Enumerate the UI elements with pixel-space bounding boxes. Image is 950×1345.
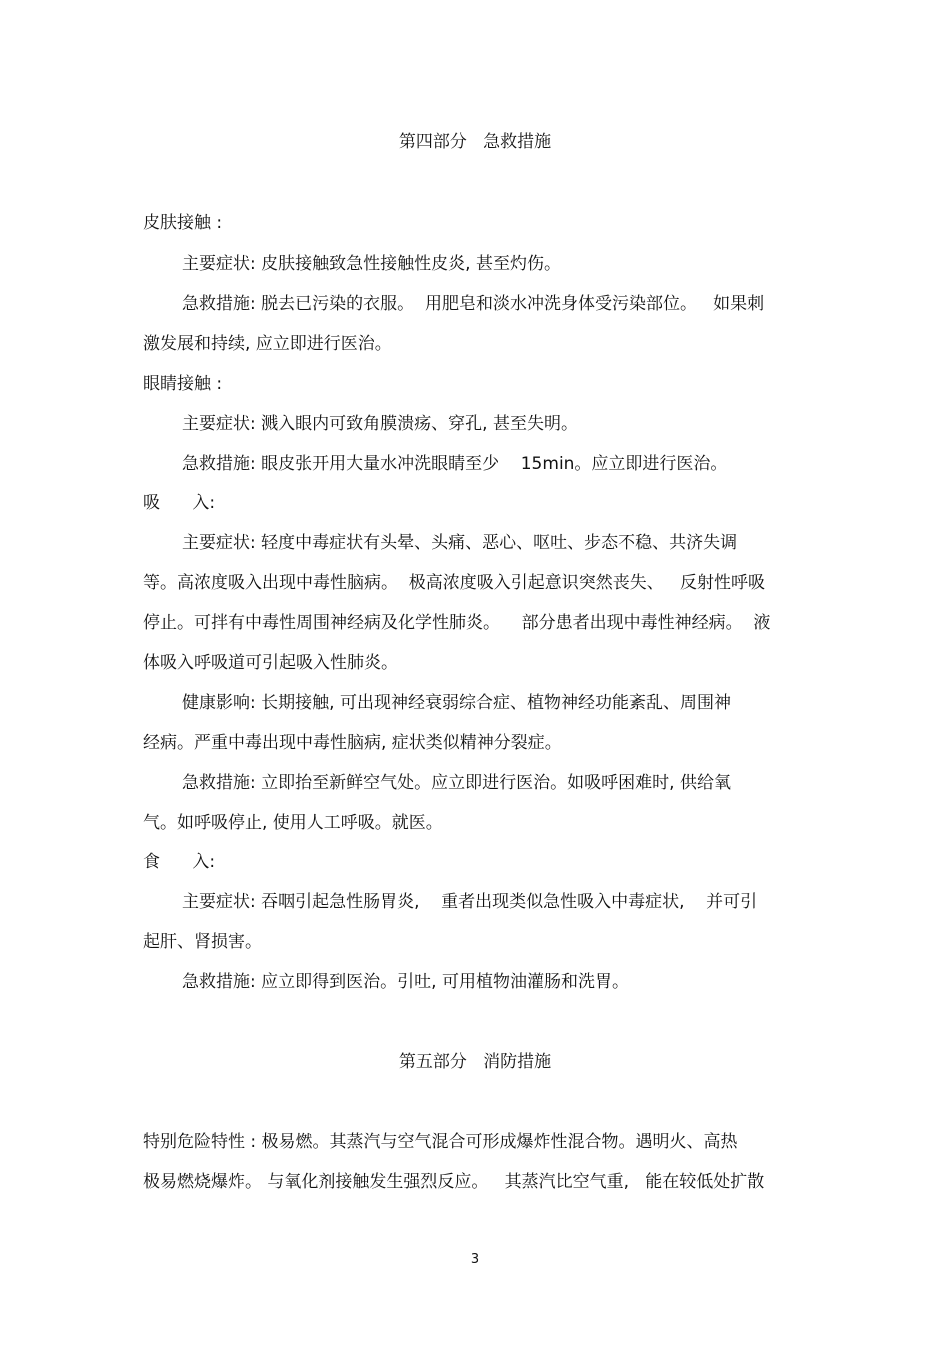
special-hazards-cont: 极易燃烧爆炸。 与氧化剂接触发生强烈反应。 其蒸汽比空气重, 能在较低处扩散 <box>143 1172 765 1192</box>
section5-heading: 第五部分 消防措施 <box>398 1052 552 1072</box>
eye-contact-label: 眼睛接触 : <box>143 374 223 394</box>
skin-first-aid-cont: 激发展和持续, 应立即进行医治。 <box>143 334 392 354</box>
inhalation-symptoms-cont: 等。高浓度吸入出现中毒性脑病。 极高浓度吸入引起意识突然丧失、 反射性呼吸 <box>143 573 766 593</box>
ingestion-label: 食 入: <box>143 852 216 872</box>
inhalation-label: 吸 入: <box>143 493 216 513</box>
skin-contact-label: 皮肤接触 : <box>143 213 223 233</box>
ingestion-symptoms: 主要症状: 吞咽引起急性肠胃炎, 重者出现类似急性吸入中毒症状, 并可引 <box>182 892 758 912</box>
special-hazards: 特别危险特性 : 极易燃。其蒸汽与空气混合可形成爆炸性混合物。遇明火、高热 <box>143 1132 738 1152</box>
skin-first-aid: 急救措施: 脱去已污染的衣服。 用肥皂和淡水冲洗身体受污染部位。 如果刺 <box>182 294 765 314</box>
inhalation-health-effects: 健康影响: 长期接触, 可出现神经衰弱综合症、植物神经功能紊乱、周围神 <box>182 693 731 713</box>
ingestion-symptoms-cont: 起肝、肾损害。 <box>143 932 262 952</box>
inhalation-first-aid: 急救措施: 立即抬至新鲜空气处。应立即进行医治。如吸呼困难时, 供给氧 <box>182 773 731 793</box>
section4-heading: 第四部分 急救措施 <box>398 132 552 152</box>
inhalation-symptoms-cont: 体吸入呼吸道可引起吸入性肺炎。 <box>143 653 398 673</box>
inhalation-symptoms: 主要症状: 轻度中毒症状有头晕、头痛、恶心、呕吐、步态不稳、共济失调 <box>182 533 738 553</box>
inhalation-first-aid-cont: 气。如呼吸停止, 使用人工呼吸。就医。 <box>143 813 443 833</box>
inhalation-health-effects-cont: 经病。严重中毒出现中毒性脑病, 症状类似精神分裂症。 <box>143 733 562 753</box>
eye-first-aid: 急救措施: 眼皮张开用大量水冲洗眼睛至少 15min。应立即进行医治。 <box>182 454 728 474</box>
eye-symptoms: 主要症状: 溅入眼内可致角膜溃疡、穿孔, 甚至失明。 <box>182 414 578 434</box>
inhalation-symptoms-cont: 停止。可拌有中毒性周围神经病及化学性肺炎。 部分患者出现中毒性神经病。 液 <box>143 613 771 633</box>
skin-symptoms: 主要症状: 皮肤接触致急性接触性皮炎, 甚至灼伤。 <box>182 254 561 274</box>
page-number: 3 <box>470 1252 480 1267</box>
ingestion-first-aid: 急救措施: 应立即得到医治。引吐, 可用植物油灌肠和洗胃。 <box>182 972 629 992</box>
